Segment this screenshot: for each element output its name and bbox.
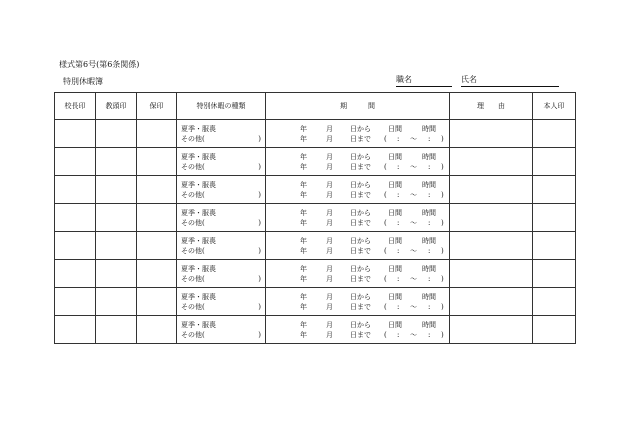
paren-close: ) <box>441 246 444 255</box>
custodian-seal-cell[interactable] <box>137 316 177 344</box>
reason-cell[interactable] <box>450 288 533 316</box>
period-cell[interactable] <box>266 148 450 176</box>
table-row <box>55 260 576 288</box>
type-summer-mourning: 夏季・服喪 <box>181 180 216 189</box>
reason-cell[interactable] <box>450 204 533 232</box>
year-label: 年 <box>300 302 307 311</box>
type-other-open: その他( <box>181 274 205 283</box>
type-other-close: ) <box>258 218 261 227</box>
year-label: 年 <box>300 162 307 171</box>
from-day-label: 日から <box>350 320 371 329</box>
time-colon-2: : <box>428 330 431 339</box>
principal-seal-cell[interactable] <box>55 148 96 176</box>
type-other-close: ) <box>258 134 261 143</box>
time-tilde: 〜 <box>410 302 417 311</box>
month-label: 月 <box>326 124 333 133</box>
time-tilde: 〜 <box>410 330 417 339</box>
self-seal-cell[interactable] <box>533 148 576 176</box>
hours-label: 時間 <box>422 292 436 301</box>
type-other <box>177 162 265 172</box>
col-custodian-seal: 保印 <box>137 93 177 120</box>
custodian-seal-cell[interactable] <box>137 120 177 148</box>
post-field <box>396 75 452 87</box>
time-tilde: 〜 <box>410 190 417 199</box>
year-label: 年 <box>300 246 307 255</box>
vice-seal-cell[interactable] <box>96 204 137 232</box>
period-from-line <box>266 124 449 134</box>
days-label: 日間 <box>388 292 402 301</box>
year-label: 年 <box>300 190 307 199</box>
type-other <box>177 246 265 256</box>
type-summer-mourning: 夏季・服喪 <box>181 264 216 273</box>
custodian-seal-cell[interactable] <box>137 260 177 288</box>
paren-open: ( <box>384 246 387 255</box>
to-day-label: 日まで <box>350 190 371 199</box>
col-vice-seal: 教頭印 <box>96 93 137 120</box>
register-title: 特別休暇簿 <box>63 77 103 86</box>
to-day-label: 日まで <box>350 134 371 143</box>
time-colon-1: : <box>397 274 400 283</box>
type-summer-mourning: 夏季・服喪 <box>181 124 216 133</box>
time-tilde: 〜 <box>410 162 417 171</box>
type-other <box>177 190 265 200</box>
month-label: 月 <box>326 208 333 217</box>
hours-label: 時間 <box>422 264 436 273</box>
time-tilde: 〜 <box>410 218 417 227</box>
leave-type-cell[interactable] <box>177 148 266 176</box>
period-from-line <box>266 292 449 302</box>
period-cell[interactable] <box>266 316 450 344</box>
days-label: 日間 <box>388 320 402 329</box>
vice-seal-cell[interactable] <box>96 120 137 148</box>
period-to-line <box>266 190 449 200</box>
time-tilde: 〜 <box>410 274 417 283</box>
hours-label: 時間 <box>422 208 436 217</box>
time-colon-1: : <box>397 302 400 311</box>
to-day-label: 日まで <box>350 330 371 339</box>
period-cell[interactable] <box>266 204 450 232</box>
name-field <box>461 75 559 87</box>
reason-cell[interactable] <box>450 176 533 204</box>
paren-close: ) <box>441 162 444 171</box>
hours-label: 時間 <box>422 152 436 161</box>
month-label: 月 <box>326 330 333 339</box>
period-to-line <box>266 302 449 312</box>
month-label: 月 <box>326 180 333 189</box>
time-colon-1: : <box>397 218 400 227</box>
year-label: 年 <box>300 292 307 301</box>
to-day-label: 日まで <box>350 218 371 227</box>
month-label: 月 <box>326 162 333 171</box>
from-day-label: 日から <box>350 124 371 133</box>
time-colon-2: : <box>428 218 431 227</box>
from-day-label: 日から <box>350 236 371 245</box>
month-label: 月 <box>326 292 333 301</box>
col-period: 期 間 <box>266 93 450 120</box>
month-label: 月 <box>326 320 333 329</box>
time-colon-2: : <box>428 274 431 283</box>
year-label: 年 <box>300 274 307 283</box>
custodian-seal-cell[interactable] <box>137 288 177 316</box>
type-other-open: その他( <box>181 162 205 171</box>
from-day-label: 日から <box>350 180 371 189</box>
self-seal-cell[interactable] <box>533 204 576 232</box>
year-label: 年 <box>300 152 307 161</box>
col-self-seal: 本人印 <box>533 93 576 120</box>
time-colon-1: : <box>397 246 400 255</box>
period-cell[interactable] <box>266 260 450 288</box>
hours-label: 時間 <box>422 180 436 189</box>
col-principal-seal: 校長印 <box>55 93 96 120</box>
month-label: 月 <box>326 152 333 161</box>
time-tilde: 〜 <box>410 246 417 255</box>
reason-cell[interactable] <box>450 260 533 288</box>
time-colon-1: : <box>397 330 400 339</box>
table-row <box>55 316 576 344</box>
type-summer-mourning: 夏季・服喪 <box>181 152 216 161</box>
period-from-line <box>266 236 449 246</box>
period-from-line <box>266 264 449 274</box>
time-colon-2: : <box>428 246 431 255</box>
self-seal-cell[interactable] <box>533 260 576 288</box>
vice-seal-cell[interactable] <box>96 260 137 288</box>
type-other-open: その他( <box>181 246 205 255</box>
period-cell[interactable] <box>266 176 450 204</box>
to-day-label: 日まで <box>350 302 371 311</box>
leave-type-cell[interactable] <box>177 260 266 288</box>
hours-label: 時間 <box>422 124 436 133</box>
time-colon-2: : <box>428 162 431 171</box>
type-summer-mourning: 夏季・服喪 <box>181 208 216 217</box>
type-other <box>177 218 265 228</box>
col-leave-type: 特別休暇の種類 <box>177 93 266 120</box>
hours-label: 時間 <box>422 236 436 245</box>
paren-open: ( <box>384 302 387 311</box>
days-label: 日間 <box>388 236 402 245</box>
reason-cell[interactable] <box>450 148 533 176</box>
leave-type-cell[interactable] <box>177 176 266 204</box>
type-other-open: その他( <box>181 190 205 199</box>
to-day-label: 日まで <box>350 246 371 255</box>
period-to-line <box>266 330 449 340</box>
month-label: 月 <box>326 190 333 199</box>
time-colon-1: : <box>397 190 400 199</box>
type-other-open: その他( <box>181 302 205 311</box>
custodian-seal-cell[interactable] <box>137 232 177 260</box>
principal-seal-cell[interactable] <box>55 204 96 232</box>
type-summer-mourning: 夏季・服喪 <box>181 292 216 301</box>
principal-seal-cell[interactable] <box>55 120 96 148</box>
table-row <box>55 148 576 176</box>
self-seal-cell[interactable] <box>533 232 576 260</box>
to-day-label: 日まで <box>350 162 371 171</box>
type-other <box>177 302 265 312</box>
period-to-line <box>266 274 449 284</box>
table-row <box>55 204 576 232</box>
type-other-close: ) <box>258 274 261 283</box>
year-label: 年 <box>300 180 307 189</box>
type-other-close: ) <box>258 162 261 171</box>
month-label: 月 <box>326 274 333 283</box>
principal-seal-cell[interactable] <box>55 316 96 344</box>
period-to-line <box>266 246 449 256</box>
col-reason: 理 由 <box>450 93 533 120</box>
month-label: 月 <box>326 246 333 255</box>
name-label: 氏名 <box>461 75 477 84</box>
time-colon-2: : <box>428 190 431 199</box>
type-other <box>177 134 265 144</box>
time-colon-2: : <box>428 302 431 311</box>
year-label: 年 <box>300 264 307 273</box>
from-day-label: 日から <box>350 264 371 273</box>
leave-type-cell[interactable] <box>177 232 266 260</box>
leave-type-cell[interactable] <box>177 288 266 316</box>
vice-seal-cell[interactable] <box>96 176 137 204</box>
year-label: 年 <box>300 208 307 217</box>
year-label: 年 <box>300 218 307 227</box>
paren-open: ( <box>384 218 387 227</box>
reason-cell[interactable] <box>450 232 533 260</box>
type-other <box>177 330 265 340</box>
type-other-open: その他( <box>181 134 205 143</box>
type-other-open: その他( <box>181 218 205 227</box>
year-label: 年 <box>300 330 307 339</box>
reason-cell[interactable] <box>450 120 533 148</box>
period-cell[interactable] <box>266 120 450 148</box>
days-label: 日間 <box>388 264 402 273</box>
type-other-close: ) <box>258 302 261 311</box>
paren-close: ) <box>441 274 444 283</box>
principal-seal-cell[interactable] <box>55 288 96 316</box>
type-summer-mourning: 夏季・服喪 <box>181 320 216 329</box>
period-to-line <box>266 134 449 144</box>
vice-seal-cell[interactable] <box>96 288 137 316</box>
type-summer-mourning: 夏季・服喪 <box>181 236 216 245</box>
period-from-line <box>266 320 449 330</box>
period-cell[interactable] <box>266 232 450 260</box>
days-label: 日間 <box>388 152 402 161</box>
days-label: 日間 <box>388 208 402 217</box>
leave-type-cell[interactable] <box>177 204 266 232</box>
principal-seal-cell[interactable] <box>55 176 96 204</box>
paren-close: ) <box>441 330 444 339</box>
type-other-close: ) <box>258 246 261 255</box>
month-label: 月 <box>326 264 333 273</box>
self-seal-cell[interactable] <box>533 176 576 204</box>
table-row <box>55 120 576 148</box>
paren-close: ) <box>441 218 444 227</box>
custodian-seal-cell[interactable] <box>137 148 177 176</box>
table-row <box>55 288 576 316</box>
leave-type-cell[interactable] <box>177 120 266 148</box>
principal-seal-cell[interactable] <box>55 260 96 288</box>
form-label: 様式第6号(第6条関係) <box>59 60 140 69</box>
paren-close: ) <box>441 302 444 311</box>
vice-seal-cell[interactable] <box>96 148 137 176</box>
period-from-line <box>266 180 449 190</box>
self-seal-cell[interactable] <box>533 288 576 316</box>
header-row <box>55 93 576 120</box>
period-from-line <box>266 208 449 218</box>
type-other-close: ) <box>258 330 261 339</box>
self-seal-cell[interactable] <box>533 316 576 344</box>
from-day-label: 日から <box>350 292 371 301</box>
paren-open: ( <box>384 274 387 283</box>
self-seal-cell[interactable] <box>533 120 576 148</box>
table-row <box>55 176 576 204</box>
type-other-open: その他( <box>181 330 205 339</box>
period-to-line <box>266 162 449 172</box>
month-label: 月 <box>326 218 333 227</box>
paren-open: ( <box>384 330 387 339</box>
leave-type-cell[interactable] <box>177 316 266 344</box>
period-cell[interactable] <box>266 288 450 316</box>
from-day-label: 日から <box>350 208 371 217</box>
type-other <box>177 274 265 284</box>
month-label: 月 <box>326 302 333 311</box>
hours-label: 時間 <box>422 320 436 329</box>
year-label: 年 <box>300 134 307 143</box>
to-day-label: 日まで <box>350 274 371 283</box>
paren-open: ( <box>384 162 387 171</box>
paren-open: ( <box>384 134 387 143</box>
year-label: 年 <box>300 320 307 329</box>
days-label: 日間 <box>388 180 402 189</box>
from-day-label: 日から <box>350 152 371 161</box>
custodian-seal-cell[interactable] <box>137 204 177 232</box>
vice-seal-cell[interactable] <box>96 316 137 344</box>
month-label: 月 <box>326 134 333 143</box>
period-from-line <box>266 152 449 162</box>
time-tilde: 〜 <box>410 134 417 143</box>
principal-seal-cell[interactable] <box>55 232 96 260</box>
custodian-seal-cell[interactable] <box>137 176 177 204</box>
post-label: 職名 <box>396 75 412 84</box>
days-label: 日間 <box>388 124 402 133</box>
paren-open: ( <box>384 190 387 199</box>
time-colon-1: : <box>397 162 400 171</box>
leave-register-table <box>54 92 576 344</box>
year-label: 年 <box>300 124 307 133</box>
paren-close: ) <box>441 190 444 199</box>
table-row <box>55 232 576 260</box>
time-colon-2: : <box>428 134 431 143</box>
type-other-close: ) <box>258 190 261 199</box>
reason-cell[interactable] <box>450 316 533 344</box>
time-colon-1: : <box>397 134 400 143</box>
period-to-line <box>266 218 449 228</box>
month-label: 月 <box>326 236 333 245</box>
vice-seal-cell[interactable] <box>96 232 137 260</box>
year-label: 年 <box>300 236 307 245</box>
paren-close: ) <box>441 134 444 143</box>
